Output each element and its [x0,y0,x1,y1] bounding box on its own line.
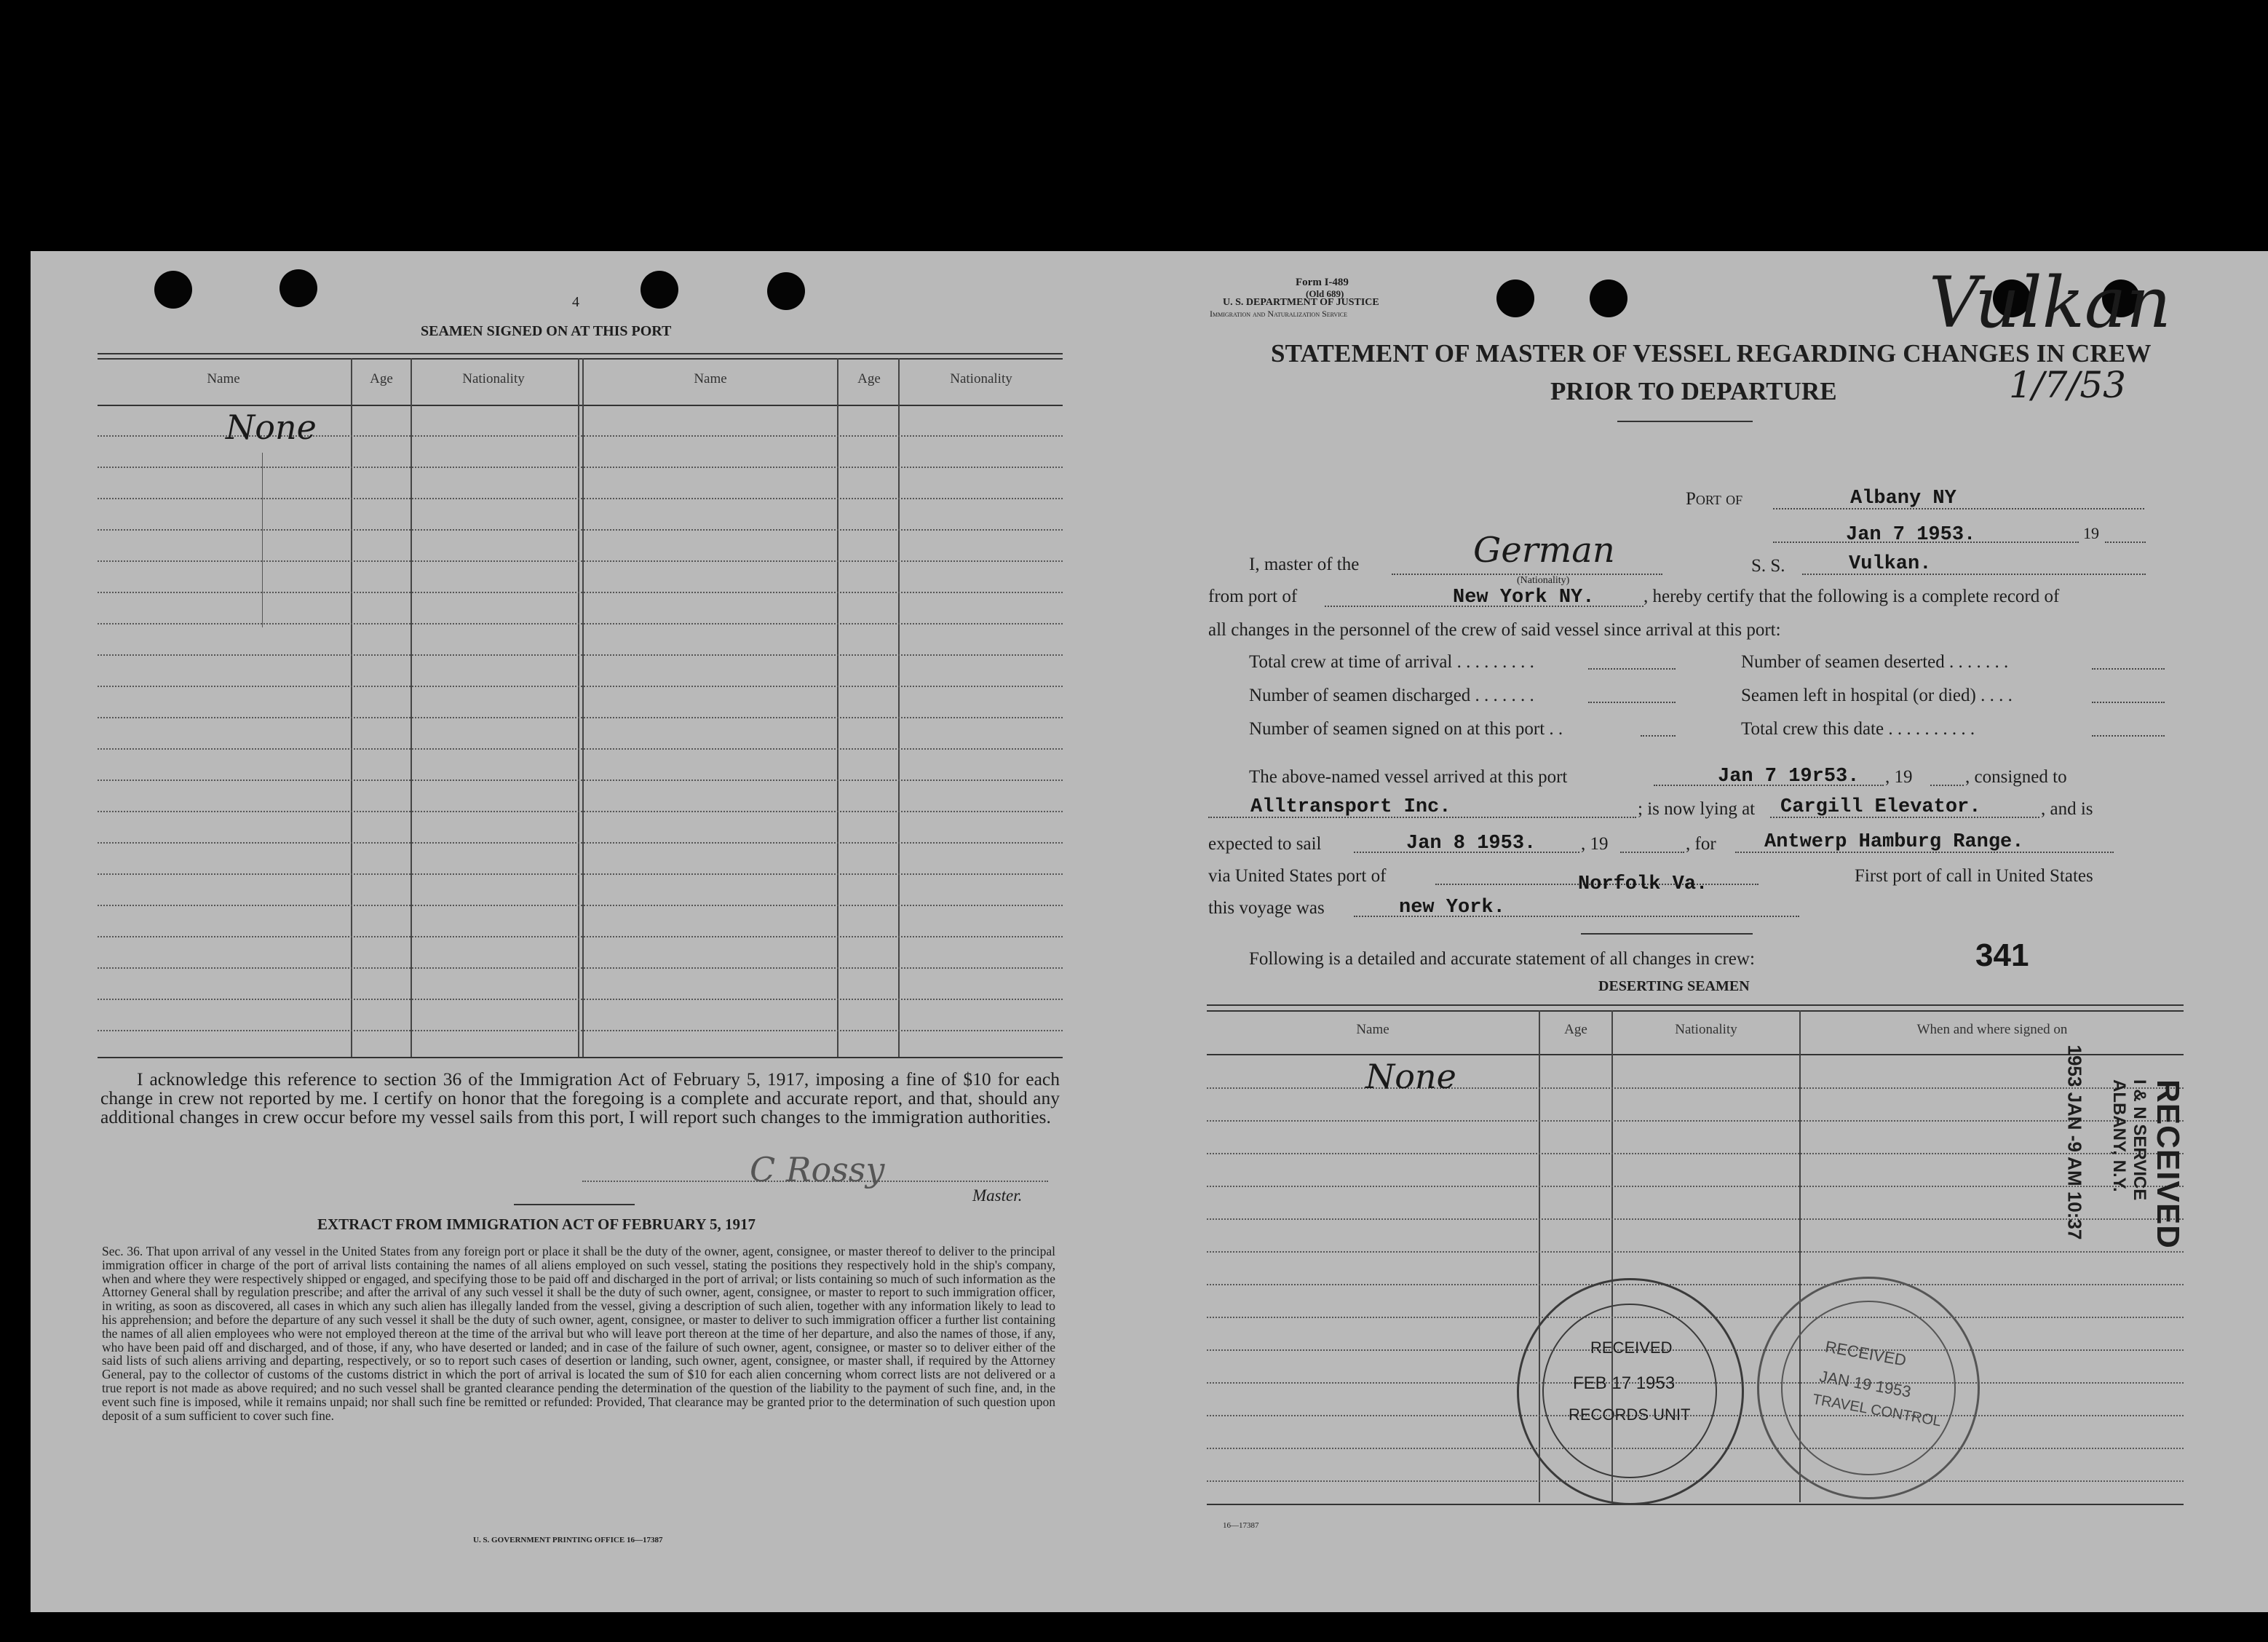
date-value: Jan 7 1953. [1846,524,1976,546]
column-header: When and where signed on [1916,1022,2068,1037]
fill-line [1588,668,1676,670]
page-number: 4 [572,294,579,310]
from-port-value: New York NY. [1453,587,1595,608]
stamp1-unit: RECORDS UNIT [1569,1405,1691,1424]
table-rule [1207,1054,2184,1055]
row-line [1207,1153,2184,1154]
deserting-title: DESERTING SEAMEN [1598,978,1750,994]
row-line [1207,1186,2184,1187]
and-is: , and is [2041,799,2093,819]
acknowledgement-text: I acknowledge this reference to section 36 of the Immigration Act of February 5, 1917, imposing a fine of $10 for each change in crew not reported by me. I certify on honor that the foregoing is a complete and accurate report, and that, should any additional changes in crew occur before my vessel sails from this port, I will report such changes to the immigration authorities. [100,1068,1060,1127]
master-label: Master. [972,1186,1023,1205]
column-header: Age [1564,1022,1587,1037]
form-title-line1: STATEMENT OF MASTER OF VESSEL REGARDING CHANGES IN CREW [1271,339,2152,368]
row-line [98,686,1063,687]
arrived-value: Jan 7 19r53. [1718,766,1860,788]
certify-text: , hereby certify that the following is a complete record of [1643,587,2060,606]
ss-value: Vulkan. [1849,553,1932,575]
row-line [98,967,1063,969]
signature-line [582,1181,1048,1182]
fill-line [1641,735,1676,737]
fill-line [1930,785,1964,786]
column-header: Age [857,371,881,386]
statute-text: Sec. 36. That upon arrival of any vessel in the United States from any foreign port or place it shall be the duty of the owner, agent, consignee, or master thereof to deliver to the principal immigration officer in charge of the port of arrival lists containing the names of all aliens employed on such vessel, stating the positions they respectively hold in the ship's company, when and where they were respectively shipped or engaged, and specifying those to be paid off and discharged in the port of arrival; or lists containing so much of such information as the Attorney General shall by regulation prescribe; and after the arrival of any such vessel it shall be the duty of such owner, agent, consignee, or master to report to such immigration officer, in writing, as soon as discovered, all cases in which any such alien has illegally landed from the vessel, giving a description of such alien, together with any information likely to lead to his apprehension; and before the departure of any such vessel it shall be the duty of such owner, agent, consignee, or master to deliver to such immigration officer a further list containing the names of all alien employees who were not employed thereon at the time of the arrival but who will leave port thereon at the time of her departure, and also the names of those, if any, who have been paid off and discharged, and of those, if any, who have deserted or landed; and in case of the failure of such owner, agent, consignee, or master so to deliver either of the said lists of such aliens arriving and departing, respectively, or so to report such cases of desertion or landing, such owner, agent, consignee, or master shall, if required by the Attorney General, pay to the collector of customs of the customs district in which the port of arrival is located the sum of $10 for each alien concerning whom correct lists are not delivered or a true report is not made as above required; and no such vessel shall be granted clearance pending the determination of the question of the liability to the payment of such fine, and, in the event such fine is imposed, while it remains unpaid; nor shall such fine be remitted or refunded: Provided, That clearance may be granted prior to the determination of such question upon deposit of a sum sufficient to cover such fine. [102,1244,1055,1423]
service: Immigration and Naturalization Service [1210,309,1348,319]
stamp-received: RECEIVED [2150,1079,2186,1249]
punch-hole [641,271,678,309]
following-text: Following is a detailed and accurate statement of all changes in crew: [1249,949,1755,969]
handwritten-none: None [1365,1057,1456,1096]
received-side-stamp [2096,1079,2198,1252]
for-value: Antwerp Hamburg Range. [1764,831,2024,853]
stamp1-received: RECEIVED [1590,1338,1673,1357]
column-divider [351,358,352,1057]
voyage-value: new York. [1399,897,1505,919]
from-port-label: from port of [1208,587,1298,606]
column-header: Name [207,371,240,386]
port-of-label: Port of [1686,489,1743,509]
title-rule [1617,421,1753,422]
stamp2-received: RECEIVED [1823,1337,1908,1370]
column-header: Age [370,371,393,386]
fill-line [1620,852,1684,853]
row-line [98,748,1063,750]
row-line [98,592,1063,593]
consigned-to: , consigned to [1965,767,2067,787]
row-line [1207,1120,2184,1122]
row-line [98,623,1063,624]
stamp-service: I & N SERVICE [2130,1079,2149,1201]
via-value: Norfolk Va. [1578,873,1708,895]
stamp-datetime: 1953 JAN -9 AM 10:37 [2063,1044,2086,1240]
table-rule [1207,1504,2184,1505]
column-divider [411,358,412,1057]
fill-line [1588,702,1676,703]
port-of-value: Albany NY [1850,488,1956,509]
form-number: Form I-489 [1296,277,1349,288]
fill-line [1773,508,2144,509]
stamp2-date: JAN 19 1953 [1817,1367,1913,1401]
printing-office: U. S. GOVERNMENT PRINTING OFFICE 16—17387 [473,1536,663,1544]
form-old: (Old 689) [1306,288,1344,299]
punch-hole [154,271,192,309]
table-rule [98,358,1063,360]
row-line [98,780,1063,781]
lying-at-value: Cargill Elevator. [1780,796,1981,818]
date-suffix: 19 [2083,524,2099,542]
travel-control-stamp [1757,1277,1980,1499]
row-line [1207,1251,2184,1253]
extract-title: EXTRACT FROM IMMIGRATION ACT OF FEBRUARY 5, 1917 [317,1215,756,1233]
row-line [98,842,1063,844]
nationality-caption: (Nationality) [1517,575,1570,586]
row-line [98,936,1063,937]
first-port-label: First port of call in United States [1855,866,2093,886]
nationality-value: German [1473,530,1615,571]
number-341: 341 [1975,937,2029,973]
master-of-label: I, master of the [1249,555,1360,574]
expected-suffix: , 19 [1581,834,1609,854]
footer-code: 16—17387 [1223,1521,1259,1530]
extract-rule [514,1204,635,1205]
column-header: Nationality [950,371,1012,386]
voyage-label: this voyage was [1208,898,1325,918]
row-line [98,529,1063,531]
row-line [98,467,1063,468]
row-line [98,1030,1063,1031]
column-header: Name [694,371,727,386]
column-header: Nationality [1675,1022,1737,1037]
arrived-suffix: , 19 [1885,767,1913,787]
row-line [1207,1087,2184,1089]
row-line [98,905,1063,906]
row-line [98,873,1063,875]
column-header: Nationality [462,371,525,386]
arrived-label: The above-named vessel arrived at this port [1249,767,1568,787]
master-signature: C Rossy [750,1150,885,1189]
stat-seamen-discharged: Number of seamen discharged . . . . . . . [1249,686,1534,705]
row-line [98,811,1063,812]
ss-label: S. S. [1751,556,1785,576]
stat-total-crew-arrival: Total crew at time of arrival . . . . . . . . . [1249,652,1534,672]
punch-hole [767,272,805,310]
punch-hole [1590,279,1627,317]
consignee-value: Alltransport Inc. [1250,796,1451,818]
row-line [98,999,1063,1000]
column-divider [837,358,838,1057]
column-divider [898,358,900,1057]
stamp1-date: FEB 17 1953 [1573,1373,1676,1393]
lying-at-label: ; is now lying at [1638,799,1756,819]
fill-line [2092,702,2165,703]
expected-value: Jan 8 1953. [1406,833,1537,854]
section-title: SEAMEN SIGNED ON AT THIS PORT [421,323,672,339]
table-rule [1207,1010,2184,1012]
all-changes-text: all changes in the personnel of the crew of said vessel since arrival at this port: [1208,620,1781,640]
pen-stroke [262,453,263,627]
row-line [98,498,1063,499]
handwritten-none: None [226,408,317,447]
table-rule [98,405,1063,406]
column-header: Name [1356,1022,1389,1037]
stamp2-unit: TRAVEL CONTROL [1811,1391,1943,1430]
row-line [98,717,1063,718]
via-label: via United States port of [1208,866,1387,886]
form-title-line2: PRIOR TO DEPARTURE [1550,377,1837,405]
fill-line [2092,735,2165,737]
section-rule [1581,933,1753,935]
handwritten-date: 1/7/53 [2009,364,2126,406]
stat-hospital: Seamen left in hospital (or died) . . . . [1741,686,2013,705]
row-line [98,560,1063,562]
table-rule [98,1057,1063,1058]
punch-hole [1496,279,1534,317]
punch-hole [279,269,317,307]
table-rule [1207,1004,2184,1006]
stamp-city: ALBANY, N.Y. [2109,1079,2129,1192]
records-unit-stamp [1517,1278,1744,1505]
row-line [1207,1284,2184,1285]
stat-total-crew-date: Total crew this date . . . . . . . . . . [1741,719,1975,739]
column-divider [578,358,579,1057]
handwritten-vessel-name: Vulkan [1929,262,2171,344]
for-label: , for [1686,834,1716,854]
department: U. S. DEPARTMENT OF JUSTICE [1223,297,1379,308]
stat-signed-on: Number of seamen signed on at this port . . [1249,719,1563,739]
table-rule [98,353,1063,354]
stat-seamen-deserted: Number of seamen deserted . . . . . . . [1741,652,2009,672]
fill-line [2105,542,2146,543]
column-divider [582,358,584,1057]
row-line [98,654,1063,656]
fill-line [2092,668,2165,670]
expected-label: expected to sail [1208,834,1322,854]
row-line [1207,1218,2184,1220]
